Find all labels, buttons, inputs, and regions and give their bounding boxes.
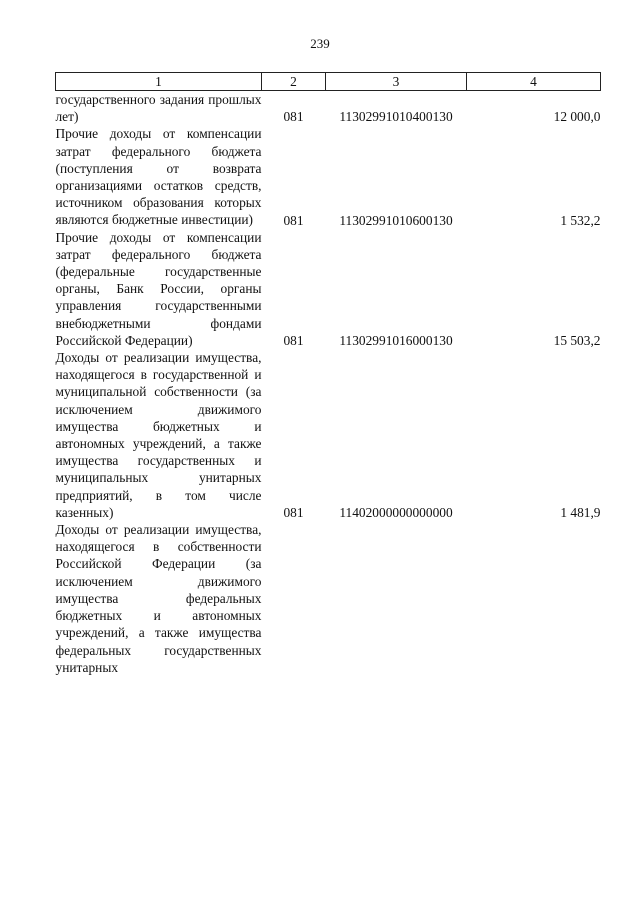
row-admin-code bbox=[262, 521, 326, 676]
table-header bbox=[56, 73, 601, 91]
header-col-4: 4 bbox=[467, 73, 601, 91]
row-amount: 12 000,0 bbox=[553, 109, 601, 125]
table-row bbox=[56, 521, 601, 676]
row-admin-code: 081 bbox=[283, 505, 304, 521]
table-row bbox=[56, 125, 601, 228]
row-classification-code: 11302991010600130 bbox=[339, 212, 453, 228]
table-row bbox=[56, 229, 601, 349]
row-classification-code: 11302991010400130 bbox=[339, 109, 453, 125]
row-admin-code: 081 bbox=[283, 109, 304, 125]
row-name: Доходы от реализации имущества, находящегося в собственности Российской Федерации (за исключением движимого имущества федеральных бюджетных и автономных учреждений, а также имущества федеральных государственных унитарных bbox=[55, 522, 262, 675]
table-row bbox=[56, 91, 601, 126]
page-number: 239 bbox=[310, 36, 330, 51]
header-col-1: 1 bbox=[56, 73, 262, 91]
row-amount: 1 481,9 bbox=[560, 505, 601, 521]
row-classification-code: 11302991016000130 bbox=[339, 333, 453, 349]
row-amount: 15 503,2 bbox=[553, 333, 601, 349]
row-classification-code bbox=[326, 521, 467, 676]
table-row bbox=[56, 349, 601, 521]
row-name: Прочие доходы от компенсации затрат федерального бюджета (поступления от возврата организациями остатков средств, источником образования которых являются бюджетные инвестиции) bbox=[55, 126, 262, 228]
revenue-table bbox=[55, 72, 601, 676]
row-admin-code: 081 bbox=[283, 333, 304, 349]
header-col-2: 2 bbox=[262, 73, 326, 91]
row-admin-code: 081 bbox=[283, 212, 304, 228]
row-amount: 1 532,2 bbox=[560, 212, 601, 228]
row-name: Доходы от реализации имущества, находящегося в государственной и муниципальной собственности (за исключением движимого имущества бюджетных и автономных учреждений, а также имущества государственных и муниципальных унитарных предприятий, в том числе казенных) bbox=[55, 350, 262, 520]
row-classification-code: 11402000000000000 bbox=[339, 505, 453, 521]
row-name: государственного задания прошлых лет) bbox=[55, 92, 262, 125]
row-amount bbox=[467, 521, 601, 676]
row-name: Прочие доходы от компенсации затрат федерального бюджета (федеральные государственные органы, Банк России, органы управления государственными внебюджетными фондами Российской Федерации) bbox=[55, 229, 262, 348]
header-col-3: 3 bbox=[326, 73, 467, 91]
